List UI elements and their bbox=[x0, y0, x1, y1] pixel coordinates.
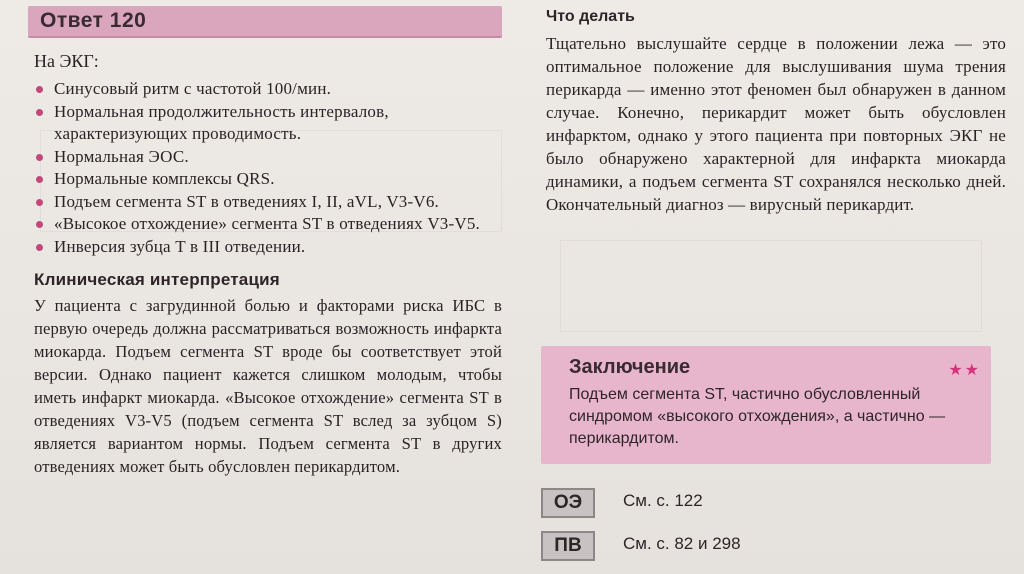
right-column bbox=[546, 8, 1006, 216]
bullet-icon bbox=[36, 154, 43, 161]
finding-item: Нормальные комплексы QRS. bbox=[34, 168, 502, 191]
finding-item: Подъем сегмента ST в отведениях I, II, aVL, V3-V6. bbox=[34, 191, 502, 214]
ecg-findings-list bbox=[34, 78, 502, 258]
interpretation-heading: Клиническая интерпретация bbox=[34, 270, 280, 289]
left-column bbox=[34, 50, 502, 478]
bullet-icon bbox=[36, 176, 43, 183]
finding-item: Нормальная продолжительность интервалов, характеризующих проводимость. bbox=[34, 101, 502, 146]
difficulty-stars-icon: ★★ bbox=[948, 362, 981, 379]
finding-item: Инверсия зубца T в III отведении. bbox=[34, 236, 502, 259]
answer-title: Ответ 120 bbox=[40, 9, 147, 32]
what-to-do-text: Тщательно выслушайте сердце в положении лежа — это оптимальное положение для выслушивания шума трения перикарда — именно этот феномен был обнаружен в данном случае. Конечно, перикардит может быть обусловлен инфарктом, однако у этого пациента при повторных ЭКГ не было обнаружено характерной для инфаркта миокарда динамики, а подъем сегмента ST сохранялся несколько дней. Окончательный диагноз — вирусный перикардит. bbox=[546, 34, 1006, 214]
bullet-icon bbox=[36, 109, 43, 116]
finding-item: Синусовый ритм с частотой 100/мин. bbox=[34, 78, 502, 101]
bullet-icon bbox=[36, 199, 43, 206]
bullet-icon bbox=[36, 221, 43, 228]
interpretation-text: У пациента с загрудинной болью и факторами риска ИБС в первую очередь должна рассматриваться возможность инфаркта миокарда. Подъем сегмента ST вроде бы соответствует этой версии. Однако пациент кажется слишком молодым, чтобы иметь инфаркт миокарда. «Высокое отхождение» сегмента ST в отведениях V3-V5 (подъем сегмента ST вслед за зубцом S) является вариантом нормы. Подъем сегмента ST в других отведениях может быть обусловлен перикардитом. bbox=[34, 296, 502, 476]
bleed-through-box bbox=[560, 240, 982, 332]
conclusion-box bbox=[541, 346, 991, 464]
ecg-heading: На ЭКГ: bbox=[34, 51, 99, 71]
reference-text: См. с. 82 и 298 bbox=[623, 534, 741, 553]
what-to-do-heading: Что делать bbox=[546, 8, 635, 25]
finding-item: «Высокое отхождение» сегмента ST в отведениях V3-V5. bbox=[34, 213, 502, 236]
conclusion-text: Подъем сегмента ST, частично обусловленный синдромом «высокого отхождения», а частично — перикардитом. bbox=[569, 386, 946, 447]
conclusion-title: Заключение bbox=[569, 356, 691, 378]
bullet-icon bbox=[36, 86, 43, 93]
finding-item: Нормальная ЭОС. bbox=[34, 146, 502, 169]
reference-text: См. с. 122 bbox=[623, 491, 703, 510]
reference-badge: ОЭ bbox=[541, 488, 595, 518]
bullet-icon bbox=[36, 244, 43, 251]
reference-badge: ПВ bbox=[541, 531, 595, 561]
